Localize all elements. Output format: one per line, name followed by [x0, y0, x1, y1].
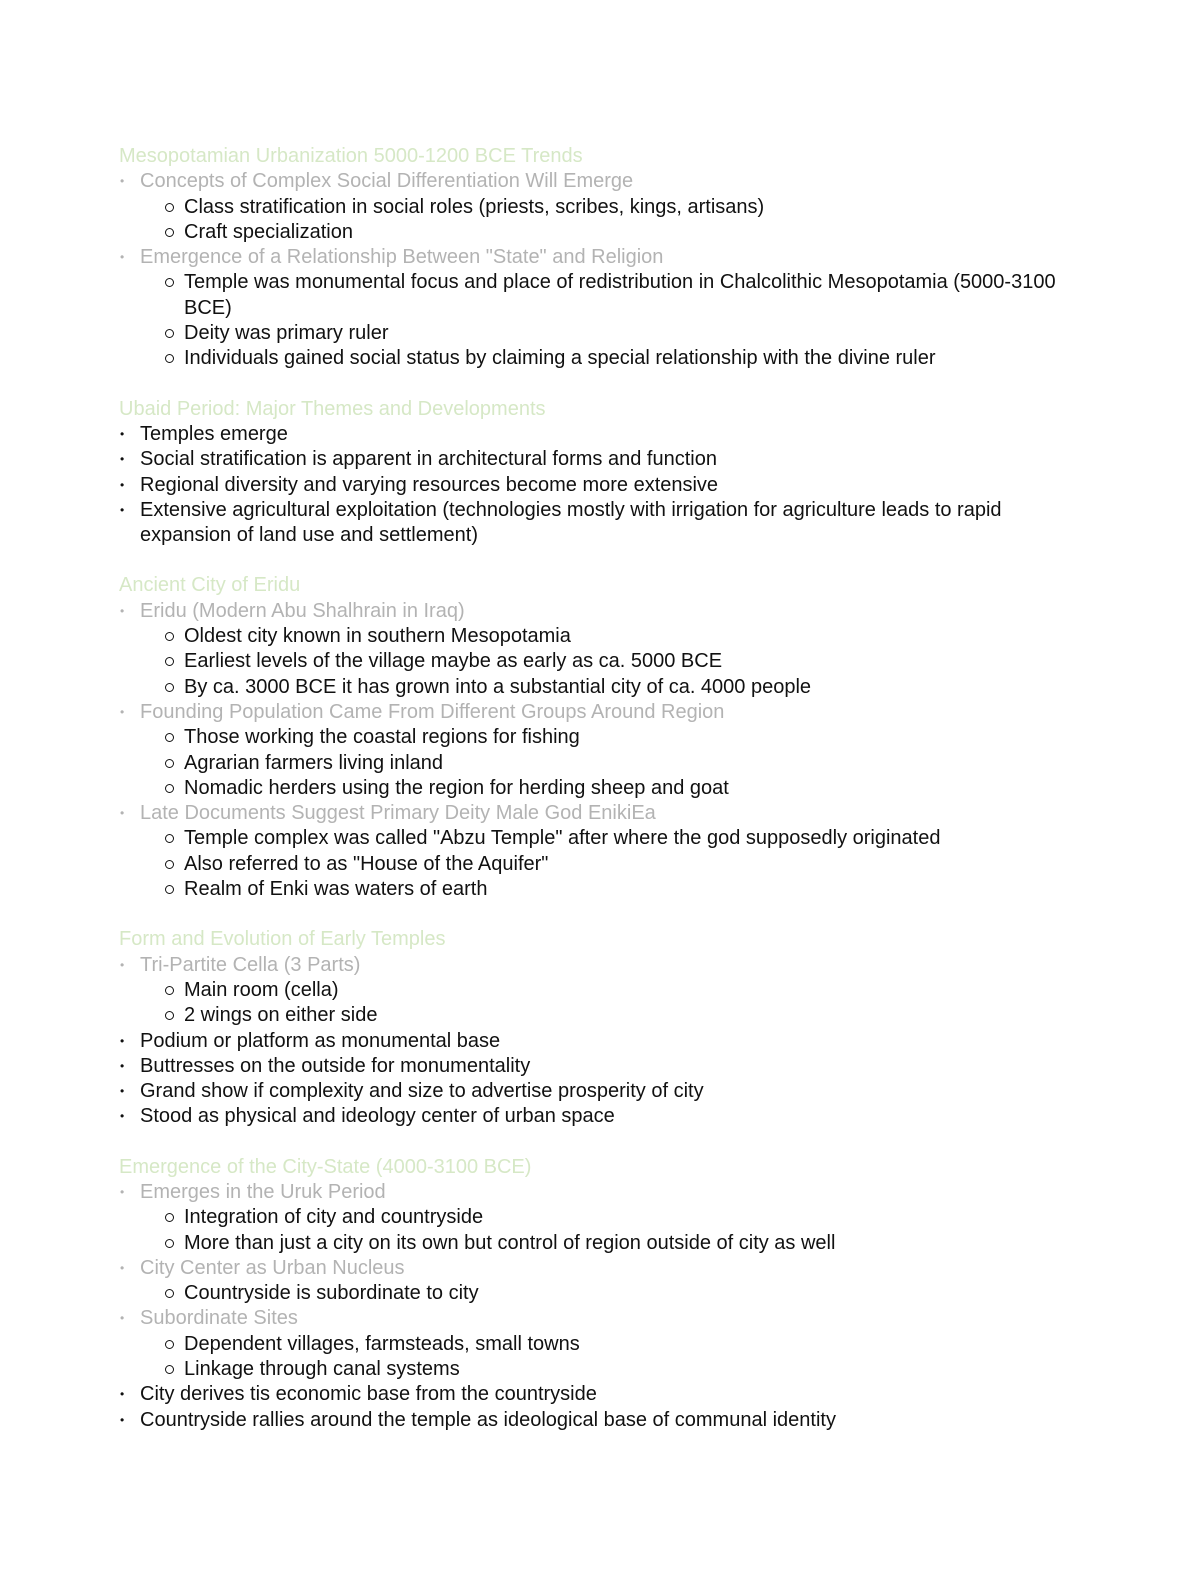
bullet-icon: •: [120, 603, 125, 618]
sub-bullet-text: Linkage through canal systems: [184, 1358, 460, 1381]
bullet-icon: •: [120, 1387, 125, 1402]
sub-bullet-text: Class stratification in social roles (priests, scribes, kings, artisans): [184, 195, 765, 218]
bullet-list: [119, 1180, 1079, 1433]
section-heading: Ancient City of Eridu: [119, 574, 301, 597]
sub-bullet-text: 2 wings on either side: [184, 1004, 378, 1027]
hollow-circle-icon: [165, 860, 174, 869]
sub-bullet-text: Main room (cella): [184, 978, 339, 1001]
sub-bullet-text: By ca. 3000 BCE it has grown into a substantial city of ca. 4000 people: [184, 675, 812, 698]
sub-bullet-text: Temple complex was called "Abzu Temple" after where the god supposedly originated: [184, 827, 941, 850]
bullet-item: [119, 1408, 1079, 1433]
notes-section: [119, 927, 1079, 1129]
sub-bullet-item: [163, 1332, 1079, 1357]
notes-section: [119, 144, 1079, 372]
document-page: [119, 144, 1079, 1458]
sub-bullet-item: [163, 270, 1079, 321]
hollow-circle-icon: [165, 278, 174, 287]
bullet-icon: •: [120, 1109, 125, 1124]
sub-bullet-item: [163, 195, 1079, 220]
bullet-icon: •: [120, 426, 125, 441]
sub-bullet-item: [163, 675, 1079, 700]
bullet-item: [119, 473, 1079, 498]
sub-bullet-item: [163, 852, 1079, 877]
sub-bullet-text: Craft specialization: [184, 220, 353, 243]
hollow-circle-icon: [165, 632, 174, 641]
bullet-text: Social stratification is apparent in architectural forms and function: [140, 448, 717, 471]
bullet-text: Extensive agricultural exploitation (technologies mostly with irrigation for agriculture leads to rapid expansion of land use and settlement): [140, 498, 1002, 547]
sub-bullet-text: More than just a city on its own but control of region outside of city as well: [184, 1231, 836, 1254]
bullet-text: Regional diversity and varying resources become more extensive: [140, 473, 719, 496]
bullet-text: City Center as Urban Nucleus: [140, 1256, 405, 1279]
bullet-item: [119, 1256, 1079, 1281]
hollow-circle-icon: [165, 986, 174, 995]
bullet-item: [119, 599, 1079, 624]
bullet-list: [119, 422, 1079, 548]
hollow-circle-icon: [165, 228, 174, 237]
bullet-text: Countryside rallies around the temple as ideological base of communal identity: [140, 1408, 836, 1431]
sub-bullet-item: [163, 649, 1079, 674]
bullet-list: [119, 953, 1079, 1130]
bullet-text: Founding Population Came From Different Groups Around Region: [140, 700, 725, 723]
bullet-text: Emergence of a Relationship Between "State" and Religion: [140, 246, 664, 269]
sub-bullet-text: Nomadic herders using the region for herding sheep and goat: [184, 776, 729, 799]
bullet-text: City derives tis economic base from the countryside: [140, 1383, 597, 1406]
bullet-text: Emerges in the Uruk Period: [140, 1180, 386, 1203]
hollow-circle-icon: [165, 733, 174, 742]
bullet-text: Temples emerge: [140, 422, 288, 445]
bullet-icon: •: [120, 502, 125, 517]
hollow-circle-icon: [165, 1239, 174, 1248]
bullet-item: [119, 1054, 1079, 1079]
bullet-icon: •: [120, 1311, 125, 1326]
bullet-icon: •: [120, 1260, 125, 1275]
bullet-item: [119, 801, 1079, 826]
bullet-item: [119, 245, 1079, 270]
sub-bullet-text: Temple was monumental focus and place of redistribution in Chalcolithic Mesopotamia (5000-3100 BCE): [184, 271, 1056, 319]
sub-bullet-item: [163, 725, 1079, 750]
sub-bullet-text: Earliest levels of the village maybe as early as ca. 5000 BCE: [184, 650, 723, 673]
notes-section: [119, 397, 1079, 549]
sub-bullet-text: Agrarian farmers living inland: [184, 751, 444, 774]
hollow-circle-icon: [165, 834, 174, 843]
notes-section: [119, 573, 1079, 902]
bullet-item: [119, 1079, 1079, 1104]
bullet-text: Grand show if complexity and size to advertise prosperity of city: [140, 1080, 704, 1103]
sub-bullet-item: [163, 1231, 1079, 1256]
hollow-circle-icon: [165, 1011, 174, 1020]
bullet-text: Eridu (Modern Abu Shalhrain in Iraq): [140, 599, 465, 622]
hollow-circle-icon: [165, 203, 174, 212]
section-heading: Ubaid Period: Major Themes and Developments: [119, 397, 546, 420]
hollow-circle-icon: [165, 1213, 174, 1222]
hollow-circle-icon: [165, 784, 174, 793]
bullet-icon: •: [120, 1184, 125, 1199]
bullet-item: [119, 1180, 1079, 1205]
bullet-item: [119, 422, 1079, 447]
bullet-text: Stood as physical and ideology center of urban space: [140, 1105, 615, 1128]
bullet-list: [119, 169, 1079, 371]
section-heading: Mesopotamian Urbanization 5000-1200 BCE Trends: [119, 145, 583, 167]
bullet-icon: •: [120, 250, 125, 265]
bullet-item: [119, 447, 1079, 472]
bullet-item: [119, 1029, 1079, 1054]
bullet-text: Late Documents Suggest Primary Deity Male God EnikiEa: [140, 802, 656, 825]
bullet-item: [119, 953, 1079, 978]
bullet-icon: •: [120, 957, 125, 972]
bullet-item: [119, 1382, 1079, 1407]
bullet-item: [119, 700, 1079, 725]
sub-bullet-item: [163, 624, 1079, 649]
sub-bullet-text: Individuals gained social status by claiming a special relationship with the divine ruler: [184, 347, 936, 370]
sub-bullet-item: [163, 776, 1079, 801]
hollow-circle-icon: [165, 1340, 174, 1349]
sub-bullet-text: Oldest city known in southern Mesopotamia: [184, 625, 571, 648]
bullet-text: Subordinate Sites: [140, 1307, 298, 1330]
sub-bullet-item: [163, 877, 1079, 902]
bullet-icon: •: [120, 1084, 125, 1099]
hollow-circle-icon: [165, 354, 174, 363]
sub-bullet-item: [163, 346, 1079, 371]
sub-bullet-item: [163, 321, 1079, 346]
sub-bullet-item: [163, 978, 1079, 1003]
sub-bullet-text: Also referred to as "House of the Aquifer": [184, 852, 549, 875]
sub-bullet-text: Deity was primary ruler: [184, 322, 389, 345]
bullet-text: Podium or platform as monumental base: [140, 1029, 501, 1052]
notes-section: [119, 1155, 1079, 1433]
bullet-text: Buttresses on the outside for monumentality: [140, 1054, 531, 1077]
bullet-icon: •: [120, 1412, 125, 1427]
bullet-text: Tri-Partite Cella (3 Parts): [140, 953, 361, 976]
sub-bullet-text: Integration of city and countryside: [184, 1206, 484, 1229]
sub-bullet-text: Realm of Enki was waters of earth: [184, 878, 488, 901]
section-heading: Form and Evolution of Early Temples: [119, 928, 446, 951]
bullet-item: [119, 1104, 1079, 1129]
hollow-circle-icon: [165, 885, 174, 894]
bullet-item: [119, 498, 1079, 549]
sub-bullet-text: Countryside is subordinate to city: [184, 1282, 479, 1305]
hollow-circle-icon: [165, 1365, 174, 1374]
sub-bullet-text: Those working the coastal regions for fishing: [184, 726, 580, 749]
bullet-icon: •: [120, 704, 125, 719]
sub-bullet-item: [163, 751, 1079, 776]
bullet-icon: •: [120, 1033, 125, 1048]
bullet-icon: •: [120, 477, 125, 492]
section-heading: Emergence of the City-State (4000-3100 BCE): [119, 1155, 532, 1178]
sub-bullet-text: Dependent villages, farmsteads, small towns: [184, 1332, 580, 1355]
sub-bullet-item: [163, 1357, 1079, 1382]
hollow-circle-icon: [165, 1289, 174, 1298]
bullet-icon: •: [120, 1058, 125, 1073]
hollow-circle-icon: [165, 759, 174, 768]
bullet-text: Concepts of Complex Social Differentiation Will Emerge: [140, 170, 634, 193]
bullet-icon: •: [120, 174, 125, 189]
hollow-circle-icon: [165, 657, 174, 666]
bullet-icon: •: [120, 806, 125, 821]
bullet-icon: •: [120, 452, 125, 467]
hollow-circle-icon: [165, 683, 174, 692]
sub-bullet-item: [163, 1205, 1079, 1230]
sub-bullet-item: [163, 1281, 1079, 1306]
sub-bullet-item: [163, 220, 1079, 245]
bullet-item: [119, 1306, 1079, 1331]
bullet-item: [119, 169, 1079, 194]
sub-bullet-item: [163, 826, 1079, 851]
bullet-list: [119, 599, 1079, 903]
sub-bullet-item: [163, 1003, 1079, 1028]
hollow-circle-icon: [165, 329, 174, 338]
